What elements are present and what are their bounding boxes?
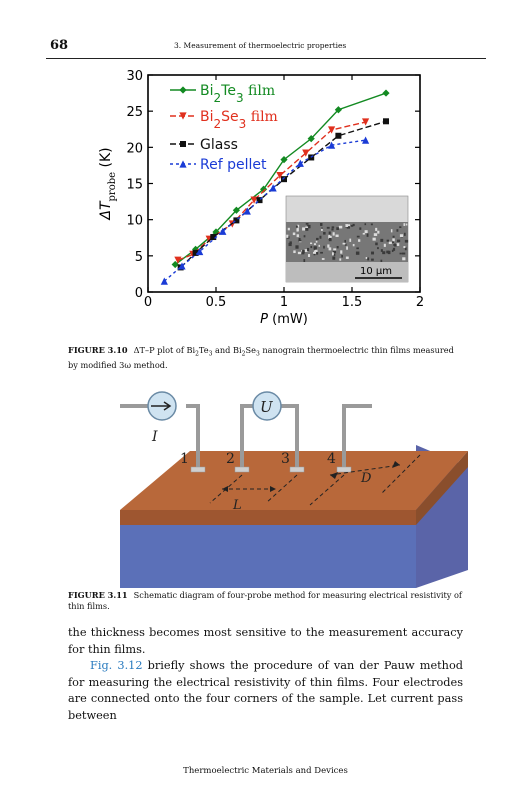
paragraph: the thickness becomes most sensitive to the measurement accuracy for thin films. <box>68 626 463 656</box>
page-header <box>46 36 486 59</box>
film-grain <box>321 229 323 231</box>
film-grain <box>298 252 301 254</box>
film-grain <box>305 228 308 231</box>
film-grain <box>397 240 400 242</box>
film-grain <box>293 233 295 236</box>
film-grain <box>375 243 378 246</box>
film-grain <box>297 228 299 231</box>
sem-inset-image <box>286 196 408 282</box>
film-grain <box>336 227 339 230</box>
film-grain <box>314 243 316 245</box>
film-grain <box>322 258 325 260</box>
film-grain <box>341 255 343 257</box>
film-grain <box>375 228 377 231</box>
film-grain <box>310 243 312 245</box>
caption-fragment: 2 <box>195 350 199 358</box>
x-tick-label: 0 <box>143 295 153 310</box>
film-grain <box>288 228 290 231</box>
film-grain <box>394 244 397 247</box>
probe-3-tip <box>290 467 304 472</box>
film-grain <box>346 257 349 259</box>
page-footer: Thermoelectric Materials and Devices <box>183 766 348 776</box>
probe-1-label: 1 <box>180 451 189 467</box>
film-grain <box>346 246 348 249</box>
film-grain <box>329 232 331 235</box>
film-grain <box>404 233 406 236</box>
legend-label: Ref pellet <box>200 157 267 173</box>
film-grain <box>387 240 389 242</box>
film-grain <box>323 232 326 235</box>
film-grain <box>293 250 295 253</box>
film-grain <box>386 251 389 254</box>
caption-fragment: 2 <box>241 350 246 358</box>
film-grain <box>356 252 359 255</box>
film-grain <box>406 224 408 226</box>
legend-entry <box>170 157 267 173</box>
film-grain <box>371 259 374 261</box>
film-grain <box>359 227 361 229</box>
film-grain <box>323 246 325 249</box>
film-grain <box>313 252 316 254</box>
data-point <box>382 89 389 96</box>
y-axis-label: $\Delta T_{probe}$ (K) <box>98 147 118 220</box>
film-grain <box>356 247 358 249</box>
film-grain <box>351 225 353 227</box>
caption-fragment: nanograin thermoelectric thin films measured by modified 3ω method. <box>68 345 454 370</box>
legend-label: Bi2Se3 film <box>200 109 278 131</box>
film-grain <box>332 252 334 255</box>
film-grain <box>314 254 316 256</box>
legend-entry <box>170 83 275 105</box>
film-grain <box>349 239 351 242</box>
film-grain <box>393 248 395 251</box>
film-grain <box>302 250 305 253</box>
y-tick-label: 10 <box>126 213 143 229</box>
probe-2-tip <box>235 467 249 472</box>
film-grain <box>345 224 348 227</box>
paragraph: Fig. 3.12 briefly shows the procedure of van der Pauw method for measuring the electrical resistivity of thin films. Four electrodes are connected onto the four corners of the sample. Let current pass between <box>68 659 463 722</box>
film-grain <box>337 246 339 248</box>
film-grain <box>393 236 395 238</box>
data-point <box>180 141 186 147</box>
film-grain <box>329 247 332 250</box>
page-number: 68 <box>50 38 69 53</box>
probe-4-label: 4 <box>327 451 336 467</box>
figure-label: FIGURE 3.11 <box>68 590 128 600</box>
current-label: I <box>152 429 158 445</box>
figure-label: FIGURE 3.10 <box>68 345 128 355</box>
film-grain <box>297 234 299 237</box>
body-text <box>68 625 463 724</box>
film-grain <box>392 238 394 241</box>
film-grain <box>371 252 374 255</box>
film-grain <box>315 250 318 252</box>
film-grain <box>304 235 306 237</box>
x-tick-label: 1.5 <box>341 295 363 310</box>
figure-reference-link[interactable]: Fig. 3.12 <box>90 659 143 672</box>
caption-fragment: 3 <box>208 350 213 358</box>
legend-label: Glass <box>200 137 238 153</box>
film-grain <box>402 253 405 255</box>
figure-3-11-caption <box>68 590 463 612</box>
data-point <box>335 133 341 139</box>
film-grain <box>339 226 342 229</box>
probe-4-tip <box>337 467 351 472</box>
film-grain <box>333 248 336 250</box>
x-tick-label: 1 <box>279 295 289 310</box>
figure-3-10-chart <box>0 60 531 340</box>
scale-bar-label: 10 μm <box>360 266 393 277</box>
film-grain <box>331 229 333 231</box>
film-grain <box>332 257 335 260</box>
film-grain <box>348 224 350 226</box>
film-grain <box>396 229 398 232</box>
caption-text: Schematic diagram of four-probe method for measuring electrical resistivity of thin films. <box>68 590 462 611</box>
y-tick-label: 20 <box>126 141 143 157</box>
film-grain <box>307 248 309 251</box>
film-grain <box>405 240 408 243</box>
film-grain <box>320 223 322 226</box>
figure-3-10-caption <box>68 345 463 371</box>
film-grain <box>365 230 368 233</box>
film-grain <box>320 252 323 254</box>
film-grain <box>400 253 402 255</box>
spacing-label: L <box>233 498 242 513</box>
film-grain <box>336 235 339 237</box>
film-grain <box>363 233 365 235</box>
film-grain <box>316 241 318 243</box>
probe-1-tip <box>191 467 205 472</box>
y-tick-label: 5 <box>134 249 143 265</box>
film-grain <box>319 245 321 247</box>
film-grain <box>302 227 305 230</box>
film-front-edge <box>120 510 416 525</box>
caption-fragment: 3 <box>255 350 260 358</box>
film-grain <box>357 236 360 238</box>
film-grain <box>371 223 373 225</box>
voltage-label: U <box>260 398 273 416</box>
film-grain <box>358 239 360 242</box>
y-tick-label: 30 <box>126 69 143 84</box>
film-grain <box>367 257 369 260</box>
film-grain <box>399 226 401 228</box>
legend-label: Bi2Te3 film <box>200 83 276 105</box>
film-grain <box>327 244 329 247</box>
data-point <box>179 86 186 93</box>
x-tick-label: 0.5 <box>205 295 227 310</box>
x-axis-label: P (mW) <box>260 312 308 327</box>
film-grain <box>367 233 369 236</box>
legend-entry <box>170 109 278 131</box>
film-grain <box>343 243 346 245</box>
film-grain <box>314 246 317 249</box>
film-grain <box>306 223 309 225</box>
legend-entry <box>170 137 238 153</box>
film-grain <box>377 247 379 249</box>
caption-fragment: Te <box>198 345 209 355</box>
film-grain <box>403 246 405 248</box>
film-grain <box>316 252 318 255</box>
film-grain <box>382 251 385 254</box>
film-grain <box>308 254 310 257</box>
film-grain <box>402 257 405 260</box>
film-grain <box>373 238 376 241</box>
film-grain <box>340 250 342 253</box>
probe-2-label: 2 <box>226 451 235 467</box>
y-tick-label: 15 <box>126 177 143 193</box>
film-grain <box>310 246 312 248</box>
film-grain <box>391 229 393 232</box>
film-grain <box>374 233 377 236</box>
film-grain <box>333 232 335 235</box>
film-grain <box>403 223 405 226</box>
film-grain <box>339 258 341 260</box>
film-top-surface <box>120 451 468 510</box>
substrate-front-face <box>120 525 416 588</box>
film-grain <box>316 238 319 240</box>
film-grain <box>298 240 301 242</box>
data-point <box>179 160 186 167</box>
film-grain <box>353 244 355 246</box>
probe-3-label: 3 <box>281 451 290 467</box>
film-grain <box>389 242 392 244</box>
film-grain <box>296 226 298 228</box>
y-tick-label: 0 <box>134 286 143 301</box>
film-grain <box>295 245 298 248</box>
film-grain <box>319 236 321 239</box>
film-grain <box>366 257 368 259</box>
film-grain <box>400 234 403 237</box>
film-grain <box>327 227 330 229</box>
running-head: 3. Measurement of thermoelectric properties <box>174 41 347 50</box>
x-tick-label: 2 <box>415 295 425 310</box>
distance-label: D <box>361 471 372 486</box>
film-grain <box>344 240 346 243</box>
film-grain <box>380 239 383 242</box>
film-grain <box>365 223 367 225</box>
caption-fragment: ΔT–P plot of Bi <box>133 345 196 355</box>
film-grain <box>380 260 382 262</box>
caption-fragment: Se <box>245 345 256 355</box>
data-point <box>383 118 389 124</box>
caption-fragment: and Bi <box>212 345 242 355</box>
film-grain <box>305 249 308 252</box>
film-grain <box>303 259 305 262</box>
figure-3-11-diagram <box>0 385 531 595</box>
film-grain <box>329 238 332 241</box>
film-grain <box>286 235 288 238</box>
film-grain <box>384 244 386 247</box>
data-point <box>161 278 168 285</box>
y-tick-label: 25 <box>126 105 143 121</box>
film-grain <box>332 226 335 228</box>
film-grain <box>377 231 379 234</box>
film-grain <box>289 241 291 244</box>
